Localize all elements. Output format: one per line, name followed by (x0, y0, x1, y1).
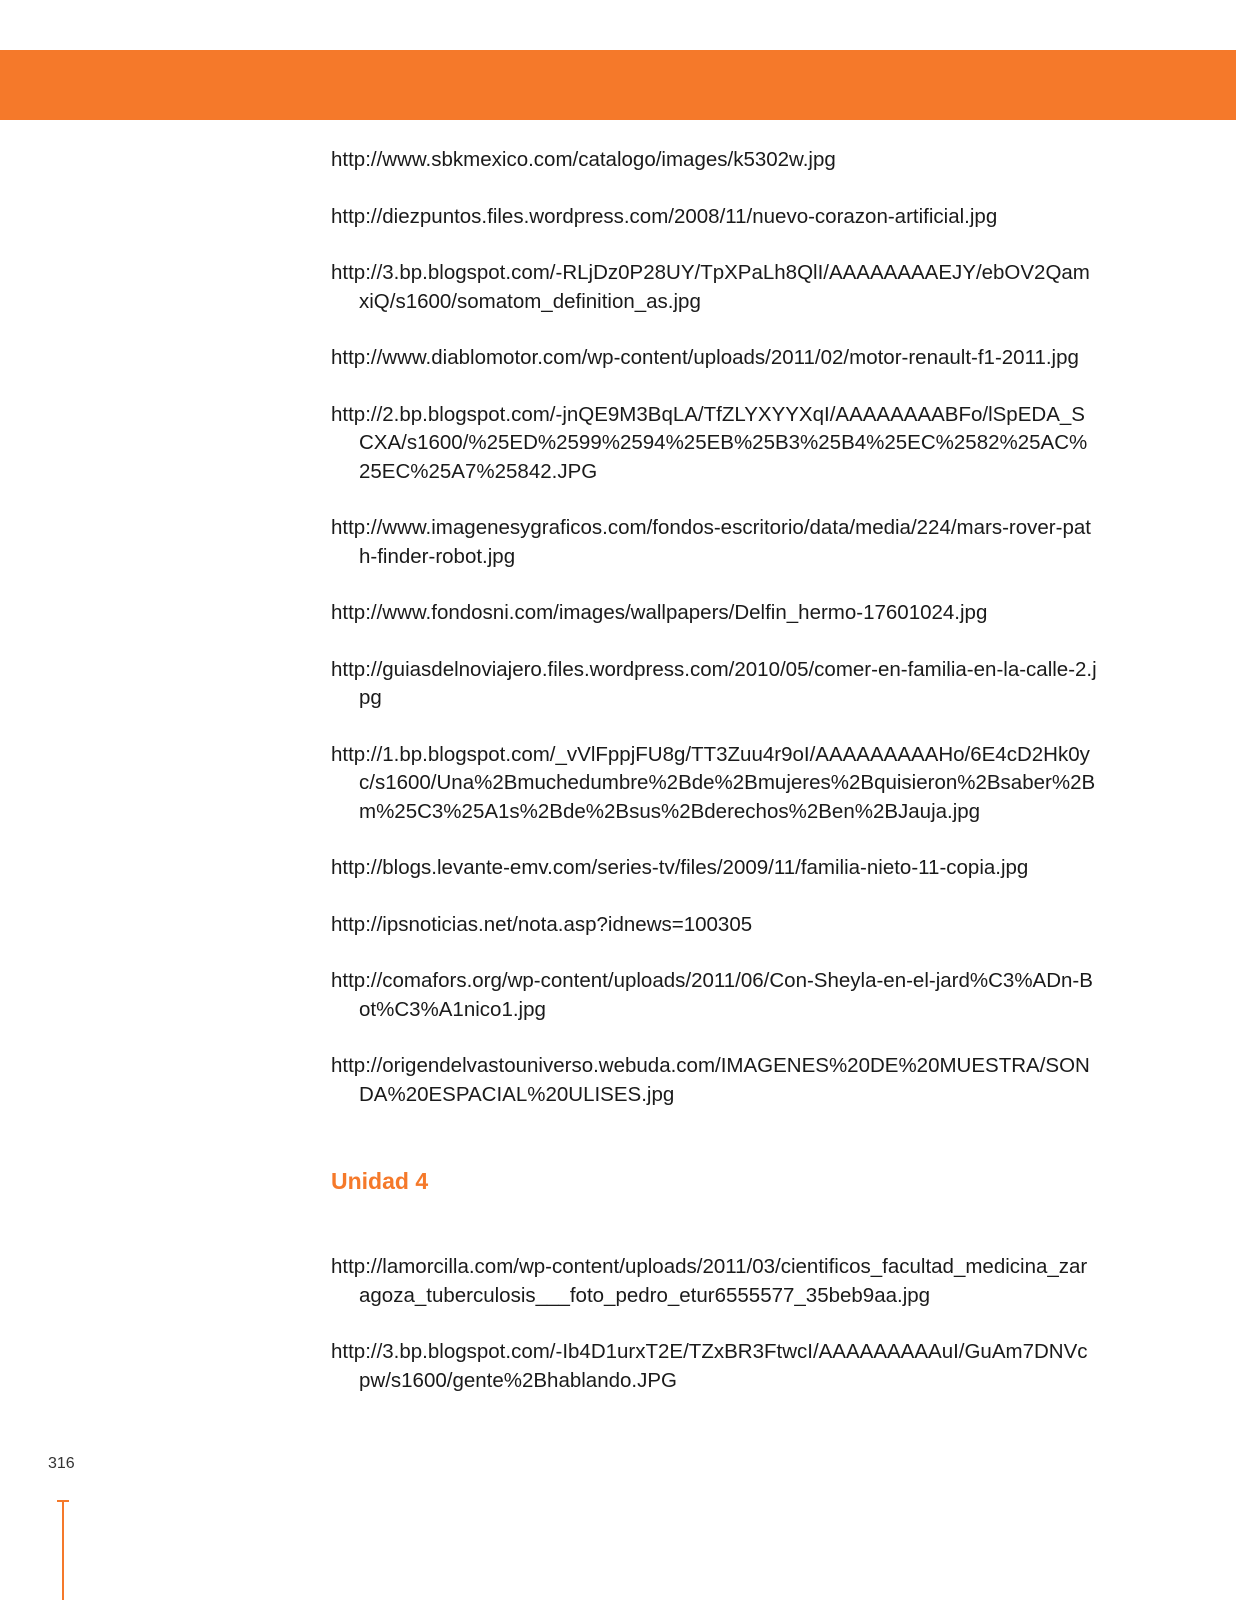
reference-item: http://blogs.levante-emv.com/series-tv/files/2009/11/familia-nieto-11-copia.jpg (331, 856, 1029, 879)
header-band (0, 50, 1236, 120)
reference-item: http://2.bp.blogspot.com/-jnQE9M3BqLA/TfZLYXYYXqI/AAAAAAAABFo/lSpEDA_SCXA/s1600/%25ED%2599%2594%25EB%25B3%25B4%25EC%2582%25AC%25EC%25A7%25842.JPG (331, 402, 1088, 483)
reference-item: http://www.sbkmexico.com/catalogo/images/k5302w.jpg (331, 148, 836, 171)
reference-item: http://origendelvastouniverso.webuda.com/IMAGENES%20DE%20MUESTRA/SONDA%20ESPACIAL%20ULISES.jpg (331, 1054, 1090, 1106)
reference-item: http://1.bp.blogspot.com/_vVlFppjFU8g/TT3Zuu4r9oI/AAAAAAAAAHo/6E4cD2Hk0yc/s1600/Una%2Bmuchedumbre%2Bde%2Bmujeres%2Bquisieron%2Bsaber%2Bm%25C3%25A1s%2Bde%2Bsus%2Bderechos%2Ben%2BJauja.jpg (331, 742, 1096, 823)
reference-item: http://3.bp.blogspot.com/-RLjDz0P28UY/TpXPaLh8QlI/AAAAAAAAEJY/ebOV2QamxiQ/s1600/somatom_definition_as.jpg (331, 261, 1090, 313)
reference-list-container (331, 146, 1097, 1423)
reference-item: http://www.imagenesygraficos.com/fondos-escritorio/data/media/224/mars-rover-path-finder-robot.jpg (331, 516, 1091, 568)
reference-item: http://comafors.org/wp-content/uploads/2011/06/Con-Sheyla-en-el-jard%C3%ADn-Bot%C3%A1nico1.jpg (331, 969, 1093, 1021)
reference-item: http://www.diablomotor.com/wp-content/uploads/2011/02/motor-renault-f1-2011.jpg (331, 346, 1079, 369)
section-heading: Unidad 4 (331, 1168, 429, 1194)
reference-list (331, 146, 1097, 1109)
margin-rule (62, 1500, 64, 1600)
reference-item: http://diezpuntos.files.wordpress.com/2008/11/nuevo-corazon-artificial.jpg (331, 204, 998, 228)
reference-item: http://www.fondosni.com/images/wallpapers/Delfin_hermo-17601024.jpg (331, 601, 988, 624)
reference-item: http://guiasdelnoviajero.files.wordpress.com/2010/05/comer-en-familia-en-la-calle-2.jpg (331, 657, 1097, 709)
reference-item: http://3.bp.blogspot.com/-Ib4D1urxT2E/TZxBR3FtwcI/AAAAAAAAAuI/GuAm7DNVcpw/s1600/gente%2Bhablando.JPG (331, 1340, 1088, 1392)
reference-list-section (331, 1253, 1097, 1395)
reference-item: http://ipsnoticias.net/nota.asp?idnews=100305 (331, 912, 753, 936)
page-number: 316 (48, 1455, 75, 1472)
reference-item: http://lamorcilla.com/wp-content/uploads/2011/03/cientificos_facultad_medicina_zaragoza_tuberculosis___foto_pedro_etur6555577_35beb9aa.jpg (331, 1255, 1088, 1307)
